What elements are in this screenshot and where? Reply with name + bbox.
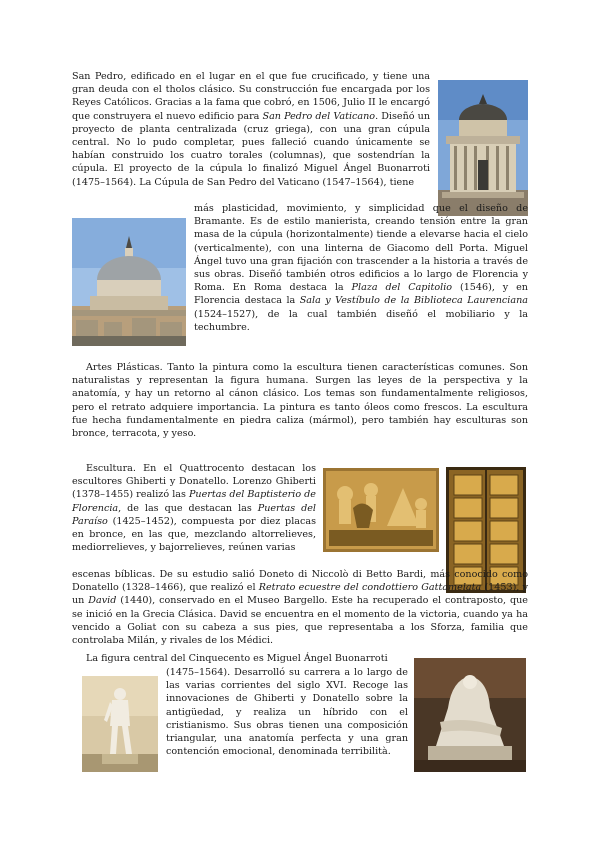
relieve-ghiberti-image xyxy=(323,468,439,552)
david-miguel-angel-image xyxy=(82,676,158,772)
paragraph-cinquecento: (1475–1564). Desarrolló su carrera a lo largo de las varias corrientes del siglo XVI. Recoge las innovaciones de Ghiberti y Donatello sobre la antigüedad, y realiza un híbrido con el cristianismo. Sus obras tienen una composición triangular, una anatomía perfecta y una gran contención emocional, denominada terribilità. xyxy=(166,667,408,758)
pieta-image xyxy=(414,658,526,772)
italic-puertas-baptisterio: Puertas del Baptisterio de Florencia xyxy=(72,489,316,514)
paragraph-escultura-1: Escultura. En el Quattrocento destacan los escultores Ghiberti y Donatello. Lorenzo Ghiberti (1378–1455) realizó las Puertas del Baptisterio de Florencia, de las que destacan las Puertas del Paraíso (1425–1452), compuesta por diez placas en bronce, en las que, mezclando altorrelieves, mediorrelieves, y bajorrelieves, reúnen varias xyxy=(72,463,316,554)
cupula-san-pedro-image xyxy=(72,218,186,346)
paragraph-arquitectura-1: San Pedro, edificado en el lugar en el que fue crucificado, y tiene una gran deuda con el tholos clásico. Su construcción fue encargada por los Reyes Católicos. Gracias a la fama que cobró, en 1506, Julio II le encargó que construyera el nuevo edificio para San Pedro del Vaticano. Diseñó un proyecto de planta centralizada (cruz griega), con una gran cúpula central. No lo pudo completar, pues falleció cuando únicamente se habían construido los cuatro torales (columnas), que sostendrían la cúpula. El proyecto de la cúpula lo finalizó Miguel Ángel Buonarroti (1475–1564). La Cúpula de San Pedro del Vaticano (1547–1564), tiene xyxy=(72,71,431,188)
tempietto-image xyxy=(438,80,528,216)
italic-puertas-paraiso: Puertas del Paraíso xyxy=(72,502,316,527)
italic-biblioteca-laurenciana: Sala y Vestíbulo de la Biblioteca Laurenciana xyxy=(299,295,528,307)
italic-david: David xyxy=(88,595,117,607)
paragraph-artes-plasticas: Artes Plásticas. Tanto la pintura como la escultura tienen características comunes. Son naturalistas y representan la figura humana. Surgen las leyes de la perspectiva y la anatomía, y hay un retorno al cánon clásico. Los temas son fundamentalmente religiosos, pero el retrato adquiere importancia. La pintura es tanto óleos como frescos. La escultura fue hecha fundamentalmente en piedra caliza (mármol), pero también hay esculturas son bronce, terracota, y yeso. xyxy=(72,362,528,440)
paragraph-escultura-2: escenas bíblicas. De su estudio salió Doneto di Niccolò di Betto Bardi, más conocido como Donatello (1328–1466), que realizó el Retrato ecuestre del condottiero Gattamelata (1453), y un David (1440), conservado en el Museo Bargello. Este ha recuperado el contraposto, que se inició en la Grecia Clásica. David se encuentra en el momento de la victoria, cuando ya ha vencido a Goliat con su cabeza a sus pies, que representaba a los Sforza, familia que controlaba Milán, y rivales de los Médici. xyxy=(72,569,528,647)
italic-plaza-capitolio: Plaza del Capitolio xyxy=(351,282,453,294)
paragraph-arquitectura-2: más plasticidad, movimiento, y simplicidad que el diseño de Bramante. Es de estilo manierista, creando tensión entre la gran masa de la cúpula (horizontalmente) tiende a elevarse hacia el cielo (verticalmente), con una linterna de Giacomo dell Porta. Miguel Ángel tuvo una gran fijación con trascender a la historia a través de sus obras. Diseñó también otros edificios a lo largo de Florencia y Roma. En Roma destaca la Plaza del Capitolio (1546), y en Florencia destaca la Sala y Vestíbulo de la Biblioteca Laurenciana (1524–1527), de la cual también diseñó el mobiliario y la techumbre. xyxy=(194,203,528,333)
italic-san-pedro: San Pedro del Vaticano xyxy=(262,110,376,122)
italic-retrato-gattamelata: Retrato ecuestre del condottiero Gattamelata xyxy=(258,582,482,594)
paragraph-cinquecento-intro: La figura central del Cinquecento es Miguel Ángel Buonarroti xyxy=(86,653,388,664)
